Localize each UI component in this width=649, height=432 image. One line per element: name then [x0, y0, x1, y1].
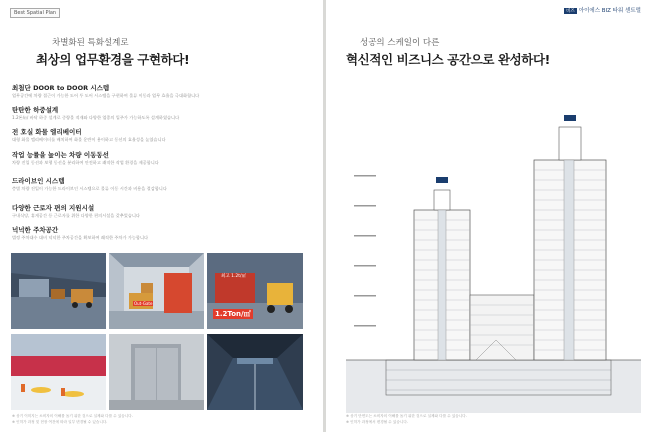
- feature-desc: 구내식당, 휴게공간 등 근로자를 위한 다양한 편의시설을 갖추었습니다: [12, 213, 140, 218]
- brand-name: 아이에스 BIZ 타워 센트럴: [578, 8, 641, 14]
- elevator-photo: [109, 334, 204, 410]
- feature-heading: 넉넉한 주차공간: [12, 226, 59, 234]
- feature-item: [12, 105, 312, 121]
- footnote: ※ 상기 단면도는 소비자의 이해를 돕기 위한 것으로 실제와 다를 수 있습니다.: [346, 414, 467, 418]
- brand-header: [564, 6, 641, 14]
- feature-desc: 법정 주차대수 대비 넉넉한 주차공간을 확보하여 쾌적한 주차가 가능합니다: [12, 235, 149, 240]
- feature-heading: 다양한 근로자 편의 지원시설: [12, 204, 95, 212]
- footnote: ※ 상기 이미지는 소비자의 이해를 돕기 위한 것으로 실제와 다를 수 있습니다.: [12, 414, 133, 418]
- feature-item: [12, 83, 312, 99]
- feature-item: [12, 150, 312, 166]
- footnote: ※ 인허가 과정에서 변경될 수 있습니다.: [346, 420, 408, 424]
- feature-heading: 최첨단 DOOR to DOOR 시스템: [12, 84, 110, 92]
- loading-dock-photo: [11, 253, 106, 329]
- feature-heading: 작업 능률을 높이는 차량 이동동선: [12, 151, 109, 159]
- right-page: [326, 0, 649, 432]
- feature-desc: 차량 진입 동선과 보행 동선을 분리하여 안전하고 쾌적한 작업 환경을 제공합니다: [12, 160, 159, 165]
- feature-heading: 전 호실 화물 엘리베이터: [12, 128, 82, 136]
- feature-item: [12, 203, 312, 219]
- gate-label: Out-Gate: [134, 301, 153, 306]
- forklift-load-photo: [207, 253, 303, 329]
- parking-photo: [207, 334, 303, 410]
- forklift-photo: [109, 253, 204, 329]
- feature-desc: 업무공간에 차량 접근이 가능한 도어 투 도어 시스템을 구현하여 물류 이동과 업무 효율을 극대화합니다: [12, 93, 200, 98]
- left-page: [0, 0, 323, 432]
- left-title: 최상의 업무환경을 구현하다!: [36, 52, 190, 67]
- section-drawing: [346, 115, 641, 413]
- feature-desc: 층별 차량 진입이 가능한 드라이브인 시스템으로 물류 이동 시간과 비용을 절감합니다: [12, 186, 167, 191]
- feature-desc: 1.2톤/㎡ 바닥 하중 설계로 중량물 적재와 다양한 업종의 입주가 가능하도록 설계하였습니다: [12, 115, 180, 120]
- brand-logo-icon: 비즈: [566, 9, 575, 14]
- section-tag: Best Spatial Plan: [10, 8, 60, 18]
- load-rating-badge: 1.2Ton/㎡: [215, 310, 251, 318]
- left-subtitle: 차별화된 특화설계로: [52, 38, 129, 48]
- load-label: 최고 1.2t/㎡: [221, 274, 247, 279]
- building-section-diagram: [346, 115, 641, 413]
- lounge-photo: [11, 334, 106, 410]
- feature-heading: 탄탄한 하중설계: [12, 106, 59, 114]
- footnote: ※ 인허가 과정 및 현장 여건에 따라 일부 변경될 수 있습니다.: [12, 420, 108, 424]
- feature-heading: 드라이브인 시스템: [12, 177, 65, 185]
- right-title: 혁신적인 비즈니스 공간으로 완성하다!: [346, 52, 550, 67]
- feature-item: [12, 176, 312, 192]
- feature-desc: 대형 화물 엘리베이터를 배치하여 화물 운반이 용이하고 동선의 효율성을 높였습니다: [12, 137, 166, 142]
- right-subtitle: 성공의 스케일이 다른: [360, 38, 440, 48]
- feature-item: [12, 225, 312, 241]
- feature-item: [12, 127, 312, 143]
